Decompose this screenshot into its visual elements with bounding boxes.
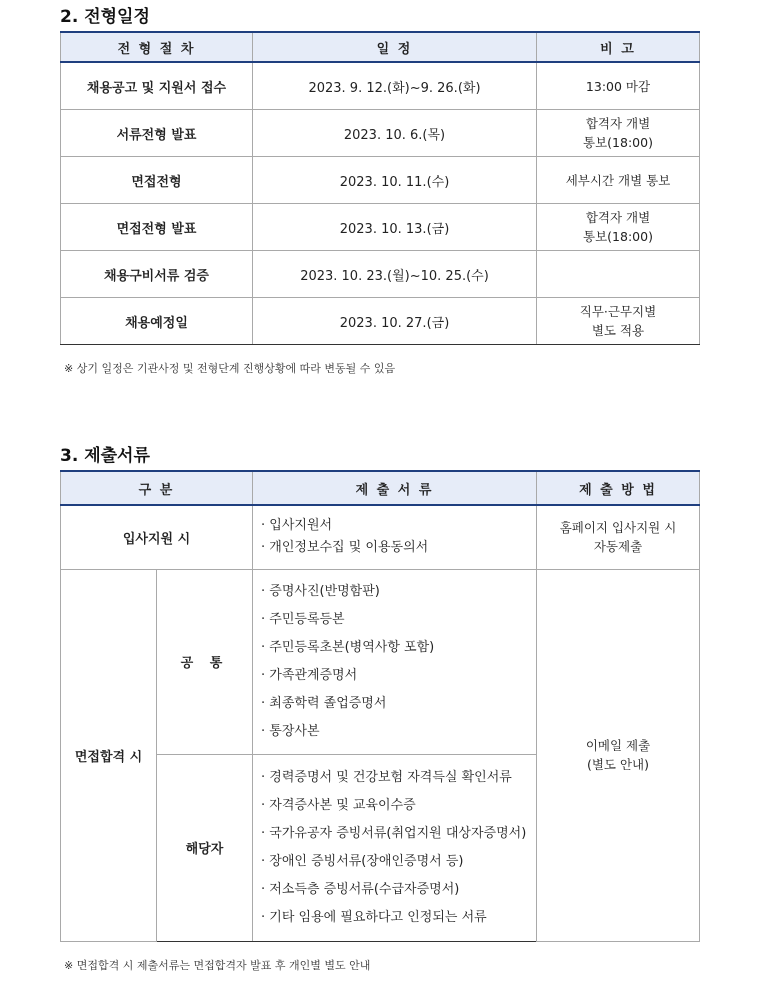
schedule-stage: 채용공고 및 지원서 접수 (61, 62, 253, 110)
section2-title: 2. 전형일정 (60, 7, 150, 27)
document-item: · 주민등록등본 (261, 606, 536, 634)
document-item: · 입사지원서 (261, 515, 536, 537)
applicable-docs (253, 754, 537, 941)
schedule-note-line: 직무·근무지별 (579, 304, 657, 319)
interview-label: 면접합격 시 (61, 569, 157, 941)
schedule-header-row (61, 32, 700, 62)
schedule-note-line: 13:00 마감 (585, 78, 651, 94)
document-item: · 주민등록초본(병역사항 포함) (261, 634, 536, 662)
document-item: · 가족관계증명서 (261, 662, 536, 690)
documents-footnote: ※ 면접합격 시 제출서류는 면접합격자 발표 후 개인별 별도 안내 (64, 959, 371, 972)
schedule-date: 2023. 10. 13.(금) (253, 204, 537, 251)
documents-table (60, 470, 700, 942)
common-label: 공 통 (157, 569, 253, 754)
schedule-note (537, 157, 700, 204)
document-item: · 기타 임용에 필요하다고 인정되는 서류 (261, 904, 536, 932)
schedule-note (537, 251, 700, 298)
schedule-row (61, 157, 700, 204)
interview-common-row (61, 569, 700, 754)
schedule-date: 2023. 10. 23.(월)~10. 25.(수) (253, 251, 537, 298)
header-category: 구 분 (61, 471, 253, 505)
schedule-stage: 면접전형 발표 (61, 204, 253, 251)
schedule-stage: 서류전형 발표 (61, 110, 253, 157)
document-item: · 자격증사본 및 교육이수증 (261, 792, 536, 820)
schedule-row (61, 251, 700, 298)
common-docs (253, 569, 537, 754)
schedule-note (537, 204, 700, 251)
apply-label: 입사지원 시 (61, 505, 253, 569)
document-item: · 통장사본 (261, 718, 536, 746)
schedule-note (537, 62, 700, 110)
schedule-note-line: 통보(18:00) (583, 229, 653, 244)
applicable-label: 해당자 (157, 754, 253, 941)
schedule-note-line: 합격자 개별 (585, 116, 651, 131)
header-date: 일 정 (253, 32, 537, 62)
schedule-row (61, 62, 700, 110)
header-stage: 전 형 절 차 (61, 32, 253, 62)
document-item: · 장애인 증빙서류(장애인증명서 등) (261, 848, 536, 876)
document-item: · 개인정보수집 및 이용동의서 (261, 537, 536, 559)
document-item: · 경력증명서 및 건강보험 자격득실 확인서류 (261, 764, 536, 792)
schedule-date: 2023. 10. 11.(수) (253, 157, 537, 204)
document-item: · 저소득층 증빙서류(수급자증명서) (261, 876, 536, 904)
documents-header-row (61, 471, 700, 505)
schedule-note-line: 합격자 개별 (585, 210, 651, 225)
document-item: · 최종학력 졸업증명서 (261, 690, 536, 718)
schedule-date: 2023. 10. 27.(금) (253, 298, 537, 345)
method-line: 이메일 제출 (585, 738, 651, 753)
interview-method (537, 569, 700, 941)
apply-row (61, 505, 700, 569)
method-line: 자동제출 (593, 539, 643, 555)
section3-title: 3. 제출서류 (60, 446, 150, 466)
schedule-stage: 채용예정일 (61, 298, 253, 345)
header-documents: 제 출 서 류 (253, 471, 537, 505)
method-line: 홈페이지 입사지원 시 (559, 520, 677, 536)
apply-method (537, 505, 700, 569)
schedule-row (61, 110, 700, 157)
document-item: · 국가유공자 증빙서류(취업지원 대상자증명서) (261, 820, 536, 848)
schedule-note-line: 별도 적용 (591, 323, 645, 338)
schedule-stage: 채용구비서류 검증 (61, 251, 253, 298)
schedule-note-line: 통보(18:00) (583, 135, 653, 150)
schedule-note (537, 298, 700, 345)
header-note: 비 고 (537, 32, 700, 62)
document-item: · 증명사진(반명함판) (261, 578, 536, 606)
schedule-row (61, 204, 700, 251)
schedule-row (61, 298, 700, 345)
schedule-footnote: ※ 상기 일정은 기관사정 및 전형단계 진행상황에 따라 변동될 수 있음 (64, 362, 396, 375)
schedule-date: 2023. 9. 12.(화)~9. 26.(화) (253, 62, 537, 110)
method-line: (별도 안내) (586, 757, 650, 772)
schedule-table (60, 31, 700, 345)
schedule-note (537, 110, 700, 157)
header-method: 제 출 방 법 (537, 471, 700, 505)
apply-docs (253, 505, 537, 569)
schedule-note-line: 세부시간 개별 통보 (565, 172, 671, 188)
schedule-date: 2023. 10. 6.(목) (253, 110, 537, 157)
schedule-stage: 면접전형 (61, 157, 253, 204)
